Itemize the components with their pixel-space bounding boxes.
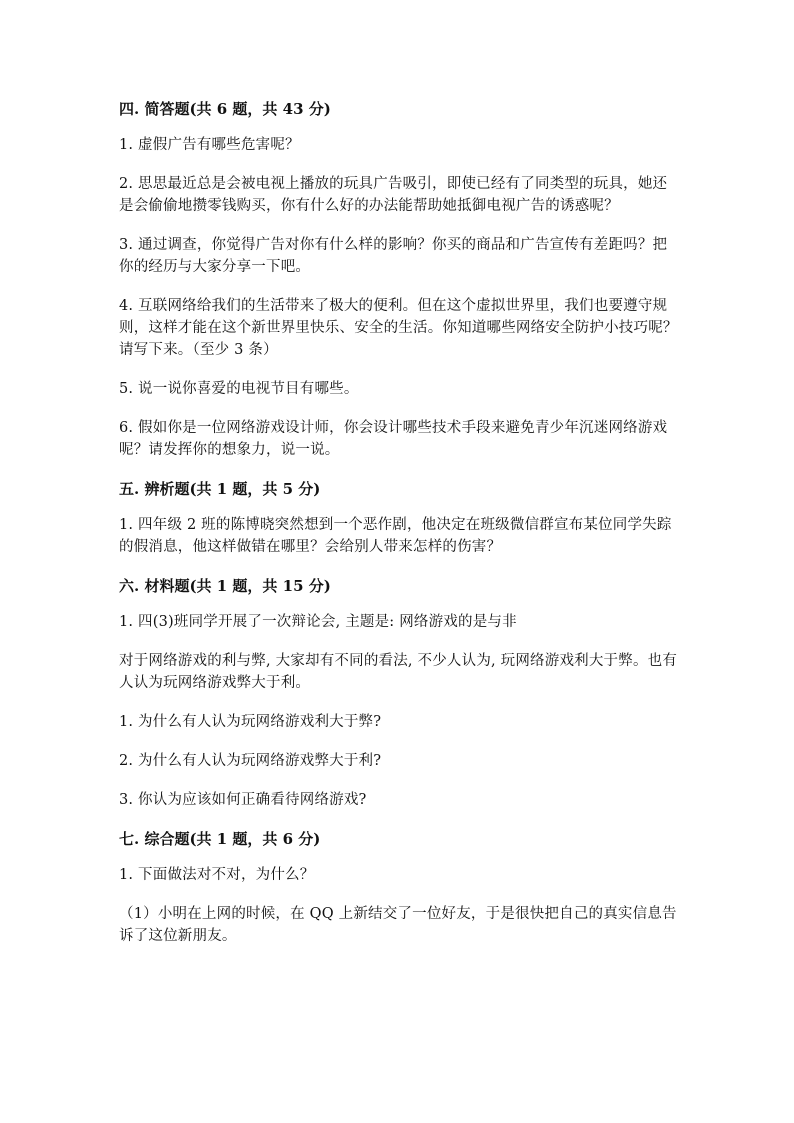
material-text: 对于网络游戏的利与弊, 大家却有不同的看法, 不少人认为, 玩网络游戏利大于弊。也有人认为玩网络游戏弊大于利。	[119, 653, 678, 691]
section-heading-analysis: 五. 辨析题(共 1 题，共 5 分)	[119, 480, 321, 498]
question-6: 6. 假如你是一位网络游戏设计师，你会设计哪些技术手段来避免青少年沉迷网络游戏呢？请发挥你的想象力，说一说。	[119, 420, 668, 458]
analysis-question-1: 1. 四年级 2 班的陈博晓突然想到一个恶作剧，他决定在班级微信群宣布某位同学失踪的假消息，他这样做错在哪里？会给别人带来怎样的伤害？	[119, 517, 672, 555]
question-5: 5. 说一说你喜爱的电视节目有哪些。	[119, 381, 359, 397]
question-2: 2. 思思最近总是会被电视上播放的玩具广告吸引，即使已经有了同类型的玩具，她还是会偷偷地攒零钱购买，你有什么好的办法能帮助她抵御电视广告的诱惑呢？	[119, 176, 668, 214]
question-4: 4. 互联网络给我们的生活带来了极大的便利。但在这个虚拟世界里，我们也要遵守规则，这样才能在这个新世界里快乐、安全的生活。你知道哪些网络安全防护小技巧呢？请写下来。（至少 3 条）	[119, 298, 678, 358]
section-heading-comprehensive: 七. 综合题(共 1 题，共 6 分)	[119, 830, 321, 848]
material-intro: 1. 四(3)班同学开展了一次辩论会, 主题是: 网络游戏的是与非	[119, 614, 517, 630]
question-1: 1. 虚假广告有哪些危害呢？	[119, 137, 300, 153]
question-3: 3. 通过调查，你觉得广告对你有什么样的影响？你买的商品和广告宣传有差距吗？把你的经历与大家分享一下吧。	[119, 237, 668, 275]
comprehensive-question-1: 1. 下面做法对不对，为什么？	[119, 867, 315, 883]
section-heading-short-answer: 四. 简答题(共 6 题，共 43 分)	[119, 100, 331, 118]
section-heading-material: 六. 材料题(共 1 题，共 15 分)	[119, 577, 331, 595]
material-subquestion-1: 1. 为什么有人认为玩网络游戏利大于弊?	[119, 714, 382, 730]
comprehensive-case-1: （1）小明在上网的时候，在 QQ 上新结交了一位好友，于是很快把自己的真实信息告诉了这位新朋友。	[119, 906, 677, 944]
exam-page	[119, 98, 679, 964]
material-subquestion-3: 3. 你认为应该如何正确看待网络游戏?	[119, 792, 367, 808]
material-subquestion-2: 2. 为什么有人认为玩网络游戏弊大于利?	[119, 753, 382, 769]
